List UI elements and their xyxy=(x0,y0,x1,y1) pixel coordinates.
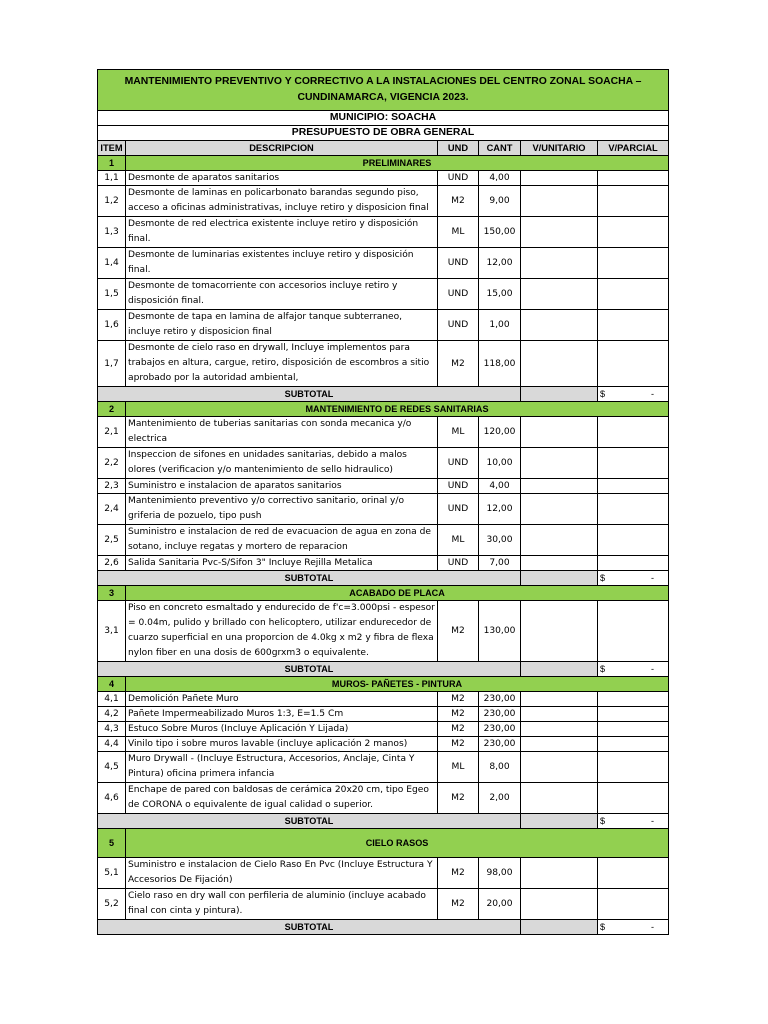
subtotal-spacer xyxy=(521,662,598,677)
col-header-v-parcial: V/PARCIAL xyxy=(598,141,669,156)
item-number: 1,7 xyxy=(98,341,126,387)
item-partial-value xyxy=(598,525,669,556)
item-unit-value xyxy=(521,417,598,448)
item-unit-value xyxy=(521,601,598,662)
item-description: Inspeccion de sifones en unidades sanitarias, debido a malos olores (verificacion y/o mantenimiento de sello hidraulico) xyxy=(126,448,438,479)
item-description: Suministro e instalacion de red de evacuacion de agua en zona de sotano, incluye regatas y mortero de reparacion xyxy=(126,525,438,556)
item-partial-value xyxy=(598,310,669,341)
item-number: 1,6 xyxy=(98,310,126,341)
item-partial-value xyxy=(598,448,669,479)
item-number: 1,5 xyxy=(98,279,126,310)
table-row xyxy=(98,737,669,752)
item-description: Desmonte de aparatos sanitarios xyxy=(126,171,438,186)
item-unit-value xyxy=(521,752,598,783)
section-header-row xyxy=(98,677,669,692)
table-row xyxy=(98,556,669,571)
currency-symbol: $ xyxy=(600,389,606,399)
item-unit: UND xyxy=(438,310,479,341)
item-number: 4,5 xyxy=(98,752,126,783)
section-header-row xyxy=(98,156,669,171)
item-description: Estuco Sobre Muros (Incluye Aplicación Y Lijada) xyxy=(126,722,438,737)
budget-sheet xyxy=(97,69,668,935)
item-partial-value xyxy=(598,889,669,920)
item-unit-value xyxy=(521,889,598,920)
item-unit-value xyxy=(521,737,598,752)
item-description: Cielo raso en dry wall con perfileria de aluminio (incluye acabado final con cinta y pintura). xyxy=(126,889,438,920)
item-unit-value xyxy=(521,448,598,479)
item-unit: M2 xyxy=(438,737,479,752)
item-number: 4,1 xyxy=(98,692,126,707)
table-row xyxy=(98,783,669,814)
item-unit: UND xyxy=(438,279,479,310)
item-partial-value xyxy=(598,737,669,752)
subtotal-value: - xyxy=(651,816,655,826)
table-row xyxy=(98,525,669,556)
item-number: 4,2 xyxy=(98,707,126,722)
section-title: ACABADO DE PLACA xyxy=(126,586,669,601)
table-row xyxy=(98,479,669,494)
item-number: 2,1 xyxy=(98,417,126,448)
item-quantity: 130,00 xyxy=(479,601,521,662)
item-unit-value xyxy=(521,248,598,279)
table-row xyxy=(98,310,669,341)
item-description: Desmonte de cielo raso en drywall, Incluye implementos para trabajos en altura, cargue, retiro, disposición de escombros a sitio aprobado por la autoridad ambiental, xyxy=(126,341,438,387)
item-description: Pañete Impermeabilizado Muros 1:3, E=1.5 Cm xyxy=(126,707,438,722)
subtotal-value: - xyxy=(651,922,655,932)
subtotal-spacer xyxy=(521,920,598,935)
item-partial-value xyxy=(598,858,669,889)
currency-symbol: $ xyxy=(600,664,606,674)
table-row xyxy=(98,417,669,448)
item-description: Desmonte de tapa en lamina de alfajor tanque subterraneo, incluye retiro y disposicion final xyxy=(126,310,438,341)
table-row xyxy=(98,279,669,310)
subtotal-amount xyxy=(598,387,669,402)
table-row xyxy=(98,448,669,479)
subtotal-label: SUBTOTAL xyxy=(98,814,521,829)
presupuesto-label: PRESUPUESTO DE OBRA GENERAL xyxy=(98,126,669,141)
subtotal-spacer xyxy=(521,814,598,829)
item-quantity: 2,00 xyxy=(479,783,521,814)
item-number: 1,2 xyxy=(98,186,126,217)
item-unit-value xyxy=(521,186,598,217)
item-quantity: 230,00 xyxy=(479,722,521,737)
item-unit-value xyxy=(521,692,598,707)
item-quantity: 98,00 xyxy=(479,858,521,889)
item-description: Suministro e instalacion de Cielo Raso En Pvc (Incluye Estructura Y Accesorios De Fijación) xyxy=(126,858,438,889)
item-unit: M2 xyxy=(438,783,479,814)
item-description: Enchape de pared con baldosas de cerámica 20x20 cm, tipo Egeo de CORONA o equivalente de igual calidad o superior. xyxy=(126,783,438,814)
item-partial-value xyxy=(598,783,669,814)
subtotal-value: - xyxy=(651,664,655,674)
item-description: Desmonte de tomacorriente con accesorios incluye retiro y disposición final. xyxy=(126,279,438,310)
table-row xyxy=(98,722,669,737)
item-description: Mantenimiento de tuberias sanitarias con sonda mecanica y/o electrica xyxy=(126,417,438,448)
item-unit-value xyxy=(521,783,598,814)
item-quantity: 120,00 xyxy=(479,417,521,448)
subtotal-label: SUBTOTAL xyxy=(98,662,521,677)
item-number: 4,6 xyxy=(98,783,126,814)
item-quantity: 8,00 xyxy=(479,752,521,783)
col-header-cant: CANT xyxy=(479,141,521,156)
item-partial-value xyxy=(598,692,669,707)
item-unit: ML xyxy=(438,417,479,448)
table-row xyxy=(98,601,669,662)
subtotal-row xyxy=(98,920,669,935)
item-quantity: 4,00 xyxy=(479,171,521,186)
item-unit: UND xyxy=(438,494,479,525)
item-quantity: 15,00 xyxy=(479,279,521,310)
section-number: 1 xyxy=(98,156,126,171)
item-quantity: 9,00 xyxy=(479,186,521,217)
item-number: 4,3 xyxy=(98,722,126,737)
item-unit: M2 xyxy=(438,692,479,707)
item-quantity: 30,00 xyxy=(479,525,521,556)
item-unit-value xyxy=(521,171,598,186)
table-row xyxy=(98,341,669,387)
item-unit: M2 xyxy=(438,889,479,920)
currency-symbol: $ xyxy=(600,922,606,932)
item-description: Suministro e instalacion de aparatos sanitarios xyxy=(126,479,438,494)
subtotal-row xyxy=(98,387,669,402)
subtotal-label: SUBTOTAL xyxy=(98,920,521,935)
item-partial-value xyxy=(598,341,669,387)
item-quantity: 12,00 xyxy=(479,494,521,525)
item-partial-value xyxy=(598,217,669,248)
item-partial-value xyxy=(598,707,669,722)
item-unit: ML xyxy=(438,217,479,248)
currency-symbol: $ xyxy=(600,816,606,826)
table-row xyxy=(98,186,669,217)
item-unit: M2 xyxy=(438,341,479,387)
item-unit: UND xyxy=(438,171,479,186)
item-description: Demolición Pañete Muro xyxy=(126,692,438,707)
subtotal-label: SUBTOTAL xyxy=(98,571,521,586)
item-partial-value xyxy=(598,186,669,217)
table-row xyxy=(98,707,669,722)
item-unit-value xyxy=(521,525,598,556)
item-description: Desmonte de red electrica existente incluye retiro y disposición final. xyxy=(126,217,438,248)
item-unit: UND xyxy=(438,248,479,279)
item-description: Salida Sanitaria Pvc-S/Sifon 3" Incluye Rejilla Metalica xyxy=(126,556,438,571)
subtotal-row xyxy=(98,571,669,586)
section-number: 3 xyxy=(98,586,126,601)
item-partial-value xyxy=(598,494,669,525)
item-partial-value xyxy=(598,752,669,783)
item-partial-value xyxy=(598,479,669,494)
item-unit-value xyxy=(521,279,598,310)
item-unit-value xyxy=(521,217,598,248)
section-header-row xyxy=(98,402,669,417)
item-partial-value xyxy=(598,171,669,186)
section-header-row xyxy=(98,829,669,858)
section-title: MUROS- PAÑETES - PINTURA xyxy=(126,677,669,692)
item-partial-value xyxy=(598,279,669,310)
section-title: MANTENIMIENTO DE REDES SANITARIAS xyxy=(126,402,669,417)
col-header-descripcion: DESCRIPCION xyxy=(126,141,438,156)
item-partial-value xyxy=(598,601,669,662)
item-number: 2,5 xyxy=(98,525,126,556)
item-description: Muro Drywall - (Incluye Estructura, Accesorios, Anclaje, Cinta Y Pintura) oficina primera infancia xyxy=(126,752,438,783)
section-title: CIELO RASOS xyxy=(126,829,669,858)
item-number: 3,1 xyxy=(98,601,126,662)
item-number: 5,1 xyxy=(98,858,126,889)
item-unit: M2 xyxy=(438,707,479,722)
item-number: 1,4 xyxy=(98,248,126,279)
item-quantity: 150,00 xyxy=(479,217,521,248)
item-quantity: 20,00 xyxy=(479,889,521,920)
item-unit-value xyxy=(521,479,598,494)
item-number: 1,1 xyxy=(98,171,126,186)
item-unit: M2 xyxy=(438,722,479,737)
table-row xyxy=(98,858,669,889)
section-number: 2 xyxy=(98,402,126,417)
item-quantity: 10,00 xyxy=(479,448,521,479)
item-unit: UND xyxy=(438,556,479,571)
table-row xyxy=(98,494,669,525)
subtotal-amount xyxy=(598,920,669,935)
item-quantity: 4,00 xyxy=(479,479,521,494)
item-quantity: 7,00 xyxy=(479,556,521,571)
subtotal-row xyxy=(98,662,669,677)
table-row xyxy=(98,171,669,186)
table-row xyxy=(98,692,669,707)
item-unit: ML xyxy=(438,752,479,783)
item-unit-value xyxy=(521,494,598,525)
item-description: Vinilo tipo i sobre muros lavable (incluye aplicación 2 manos) xyxy=(126,737,438,752)
item-quantity: 1,00 xyxy=(479,310,521,341)
item-unit-value xyxy=(521,858,598,889)
item-description: Mantenimiento preventivo y/o correctivo sanitario, orinal y/o griferia de pozuelo, tipo push xyxy=(126,494,438,525)
item-partial-value xyxy=(598,722,669,737)
item-number: 2,2 xyxy=(98,448,126,479)
item-description: Desmonte de luminarias existentes incluye retiro y disposición final. xyxy=(126,248,438,279)
budget-table xyxy=(97,69,669,935)
table-row xyxy=(98,752,669,783)
table-row xyxy=(98,889,669,920)
subtotal-value: - xyxy=(651,389,655,399)
item-unit: UND xyxy=(438,479,479,494)
item-quantity: 12,00 xyxy=(479,248,521,279)
item-number: 4,4 xyxy=(98,737,126,752)
subtotal-amount xyxy=(598,571,669,586)
table-row xyxy=(98,217,669,248)
item-quantity: 230,00 xyxy=(479,737,521,752)
subtotal-label: SUBTOTAL xyxy=(98,387,521,402)
item-number: 2,6 xyxy=(98,556,126,571)
item-unit-value xyxy=(521,310,598,341)
subtotal-spacer xyxy=(521,387,598,402)
subtotal-amount xyxy=(598,662,669,677)
item-quantity: 230,00 xyxy=(479,707,521,722)
document-title: MANTENIMIENTO PREVENTIVO Y CORRECTIVO A LA INSTALACIONES DEL CENTRO ZONAL SOACHA – CUNDINAMARCA, VIGENCIA 2023. xyxy=(98,70,669,111)
subtotal-spacer xyxy=(521,571,598,586)
item-partial-value xyxy=(598,417,669,448)
item-partial-value xyxy=(598,248,669,279)
item-unit: ML xyxy=(438,525,479,556)
item-number: 2,4 xyxy=(98,494,126,525)
section-header-row xyxy=(98,586,669,601)
item-unit-value xyxy=(521,341,598,387)
column-header-row xyxy=(98,141,669,156)
item-partial-value xyxy=(598,556,669,571)
section-title: PRELIMINARES xyxy=(126,156,669,171)
subtotal-amount xyxy=(598,814,669,829)
section-number: 5 xyxy=(98,829,126,858)
item-quantity: 230,00 xyxy=(479,692,521,707)
item-unit: M2 xyxy=(438,858,479,889)
item-description: Piso en concreto esmaltado y endurecido de f'c=3.000psi - espesor = 0.04m, pulido y brillado con helicoptero, utilizar endurecedor de cuarzo superficial en una proporcion de 4.0kg x m2 y fibra de flexa nylon fiber en una dosis de 600grxm3 o equivalente. xyxy=(126,601,438,662)
item-unit-value xyxy=(521,707,598,722)
col-header-und: UND xyxy=(438,141,479,156)
item-quantity: 118,00 xyxy=(479,341,521,387)
col-header-item: ITEM xyxy=(98,141,126,156)
item-unit: M2 xyxy=(438,186,479,217)
currency-symbol: $ xyxy=(600,573,606,583)
item-unit: UND xyxy=(438,448,479,479)
item-number: 2,3 xyxy=(98,479,126,494)
item-unit-value xyxy=(521,722,598,737)
municipio-label: MUNICIPIO: SOACHA xyxy=(98,111,669,126)
item-number: 1,3 xyxy=(98,217,126,248)
item-unit-value xyxy=(521,556,598,571)
subtotal-row xyxy=(98,814,669,829)
item-unit: M2 xyxy=(438,601,479,662)
item-number: 5,2 xyxy=(98,889,126,920)
section-number: 4 xyxy=(98,677,126,692)
col-header-v-unitario: V/UNITARIO xyxy=(521,141,598,156)
subtotal-value: - xyxy=(651,573,655,583)
item-description: Desmonte de laminas en policarbonato barandas segundo piso, acceso a oficinas administrativas, incluye retiro y disposicion final xyxy=(126,186,438,217)
table-row xyxy=(98,248,669,279)
